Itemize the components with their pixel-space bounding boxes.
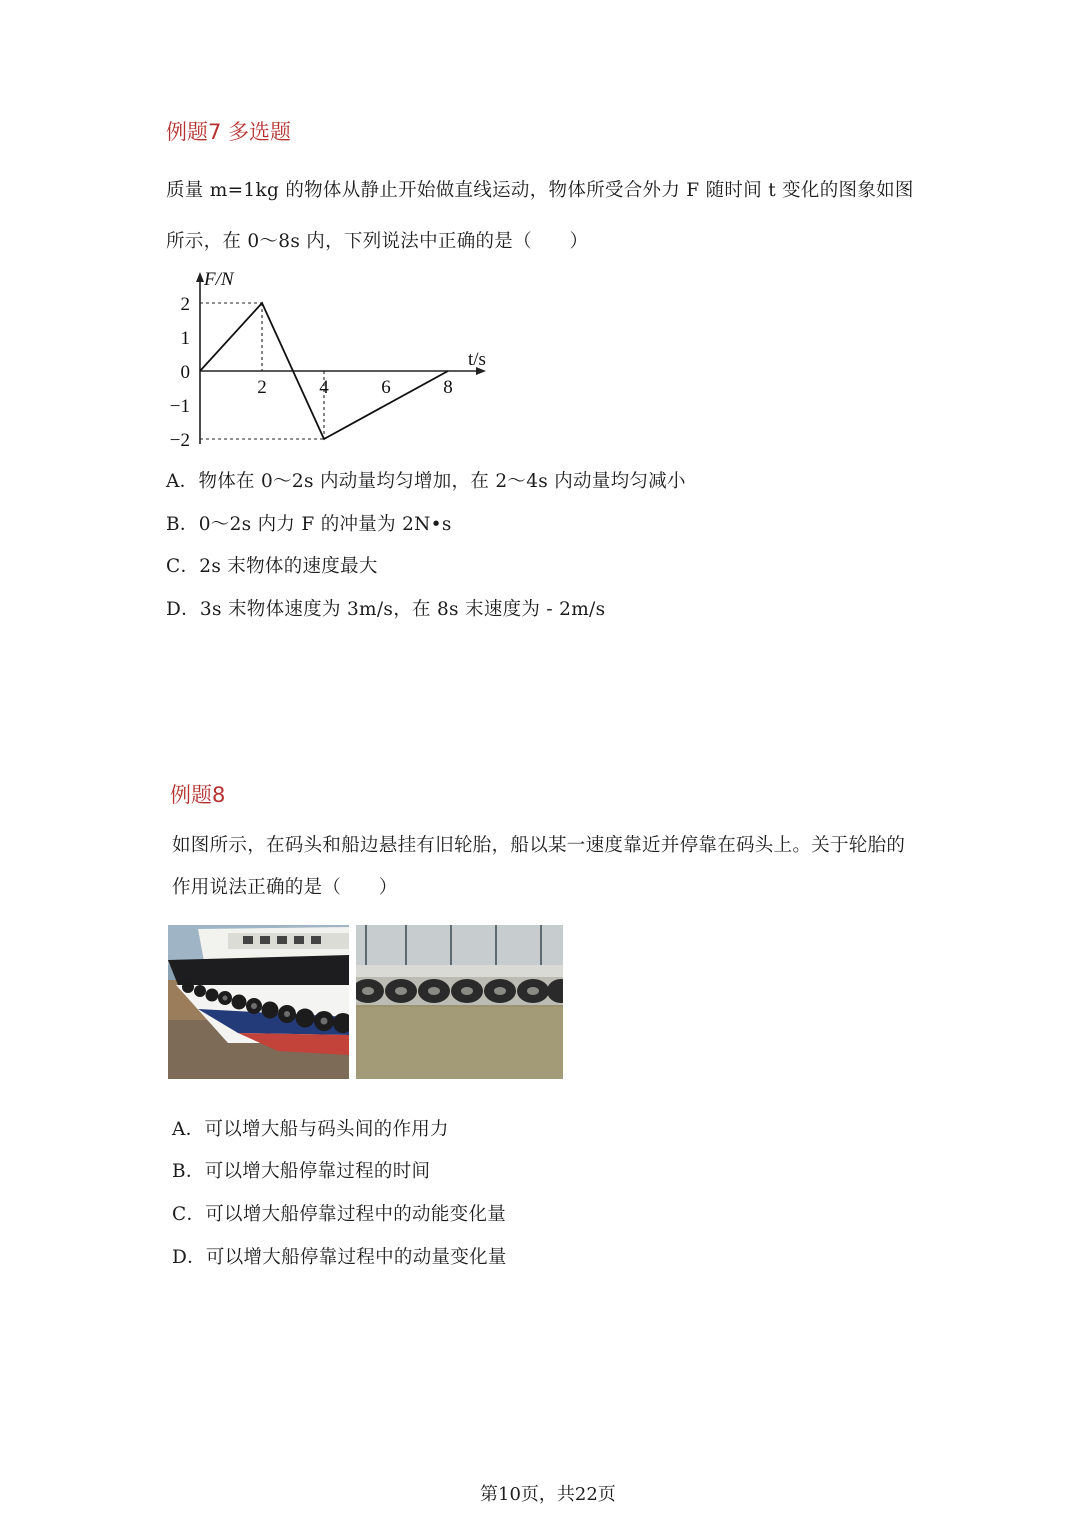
y-axis-arrow — [196, 272, 204, 282]
q8-option-a: A．可以增大船与码头间的作用力 — [172, 1119, 449, 1140]
dock-tires-photo — [356, 925, 563, 1079]
y-tick-label: 2 — [180, 294, 190, 315]
q7-option-b: B．0～2s 内力 F 的冲量为 2N•s — [166, 514, 452, 535]
ship-tires-photo — [168, 925, 349, 1079]
x-tick-label: 6 — [381, 377, 391, 398]
y-tick-label: 0 — [180, 362, 190, 383]
y-axis-label: F/N — [204, 269, 234, 290]
q8-stem-line2: 作用说法正确的是（ ） — [172, 877, 398, 898]
x-axis-label: t/s — [468, 349, 486, 370]
q8-heading: 例题8 — [170, 783, 226, 807]
q8-option-b: B．可以增大船停靠过程的时间 — [172, 1161, 431, 1182]
q7-stem-line1: 质量 m=1kg 的物体从静止开始做直线运动，物体所受合外力 F 随时间 t 变化的图象如图 — [166, 180, 914, 201]
x-tick-label: 2 — [257, 377, 267, 398]
page-footer: 第10页，共22页 — [480, 1484, 616, 1505]
x-tick-label: 8 — [443, 377, 453, 398]
q7-option-d: D．3s 末物体速度为 3m/s，在 8s 末速度为 - 2m/s — [166, 599, 606, 620]
q8-stem-line1: 如图所示，在码头和船边悬挂有旧轮胎，船以某一速度靠近并停靠在码头上。关于轮胎的 — [172, 835, 906, 856]
y-tick-label: 1 — [180, 328, 190, 349]
q7-option-c: C．2s 末物体的速度最大 — [166, 556, 378, 577]
q7-stem-line2: 所示，在 0～8s 内，下列说法中正确的是（ ） — [166, 231, 589, 252]
q8-option-c: C．可以增大船停靠过程中的动能变化量 — [172, 1204, 507, 1225]
q8-option-d: D．可以增大船停靠过程中的动量变化量 — [172, 1247, 507, 1268]
y-tick-label: −1 — [169, 396, 190, 417]
force-time-chart — [160, 262, 500, 452]
q7-option-a: A．物体在 0～2s 内动量均匀增加，在 2～4s 内动量均匀减小 — [166, 471, 686, 492]
q7-heading: 例题7 多选题 — [166, 120, 292, 144]
x-tick-label: 4 — [319, 377, 329, 398]
y-tick-label: −2 — [169, 430, 190, 451]
